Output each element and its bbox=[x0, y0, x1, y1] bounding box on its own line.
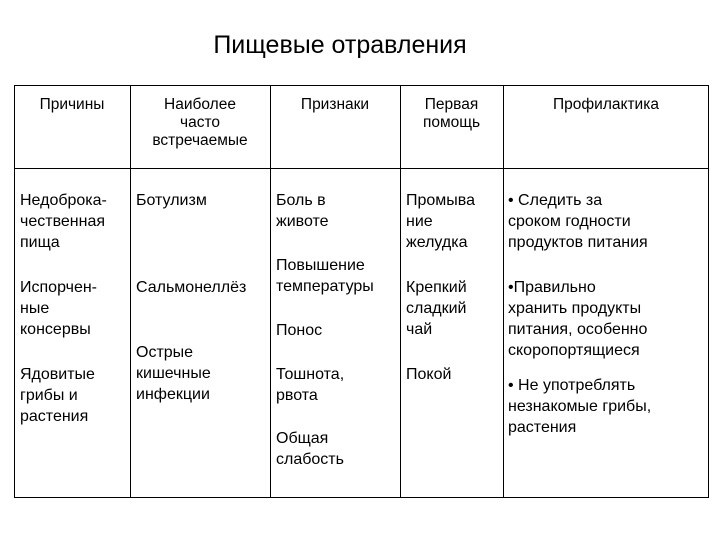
first-aid-item: Покой bbox=[406, 366, 452, 383]
first-aid-item: Промыва ние желудка bbox=[406, 192, 476, 251]
column-divider bbox=[400, 85, 401, 498]
sign-item: Тошнота, рвота bbox=[276, 366, 345, 404]
sign-item: Общая слабость bbox=[276, 430, 344, 468]
header-signs: Признаки bbox=[300, 96, 370, 113]
cause-item: Ядовитые грибы и растения bbox=[20, 366, 95, 425]
prevention-item: • Не употреблять незнакомые грибы, растения bbox=[508, 377, 652, 436]
header-prevention: Профилактика bbox=[553, 96, 659, 113]
common-item: Ботулизм bbox=[136, 192, 207, 209]
header-first-aid: Первая помощь bbox=[422, 96, 481, 131]
page-title: Пищевые отравления bbox=[213, 31, 467, 59]
header-causes: Причины bbox=[39, 96, 105, 113]
prevention-item: •Правильно хранить продукты питания, особенно скоропортящиеся bbox=[508, 279, 648, 359]
sign-item: Повышение температуры bbox=[276, 257, 374, 295]
common-item: Сальмонеллёз bbox=[136, 279, 247, 296]
cause-item: Испорчен- ные консервы bbox=[20, 279, 98, 338]
column-divider bbox=[270, 85, 271, 498]
first-aid-item: Крепкий сладкий чай bbox=[406, 279, 467, 338]
sign-item: Боль в животе bbox=[276, 192, 329, 230]
header-common: Наиболее часто встречаемые bbox=[152, 96, 248, 149]
cause-item: Недоброка- чественная пища bbox=[20, 192, 107, 251]
column-divider bbox=[503, 85, 504, 498]
sign-item: Понос bbox=[276, 322, 323, 339]
prevention-item: • Следить за сроком годности продуктов питания bbox=[508, 192, 648, 251]
header-divider bbox=[14, 168, 709, 169]
common-item: Острые кишечные инфекции bbox=[136, 344, 211, 403]
